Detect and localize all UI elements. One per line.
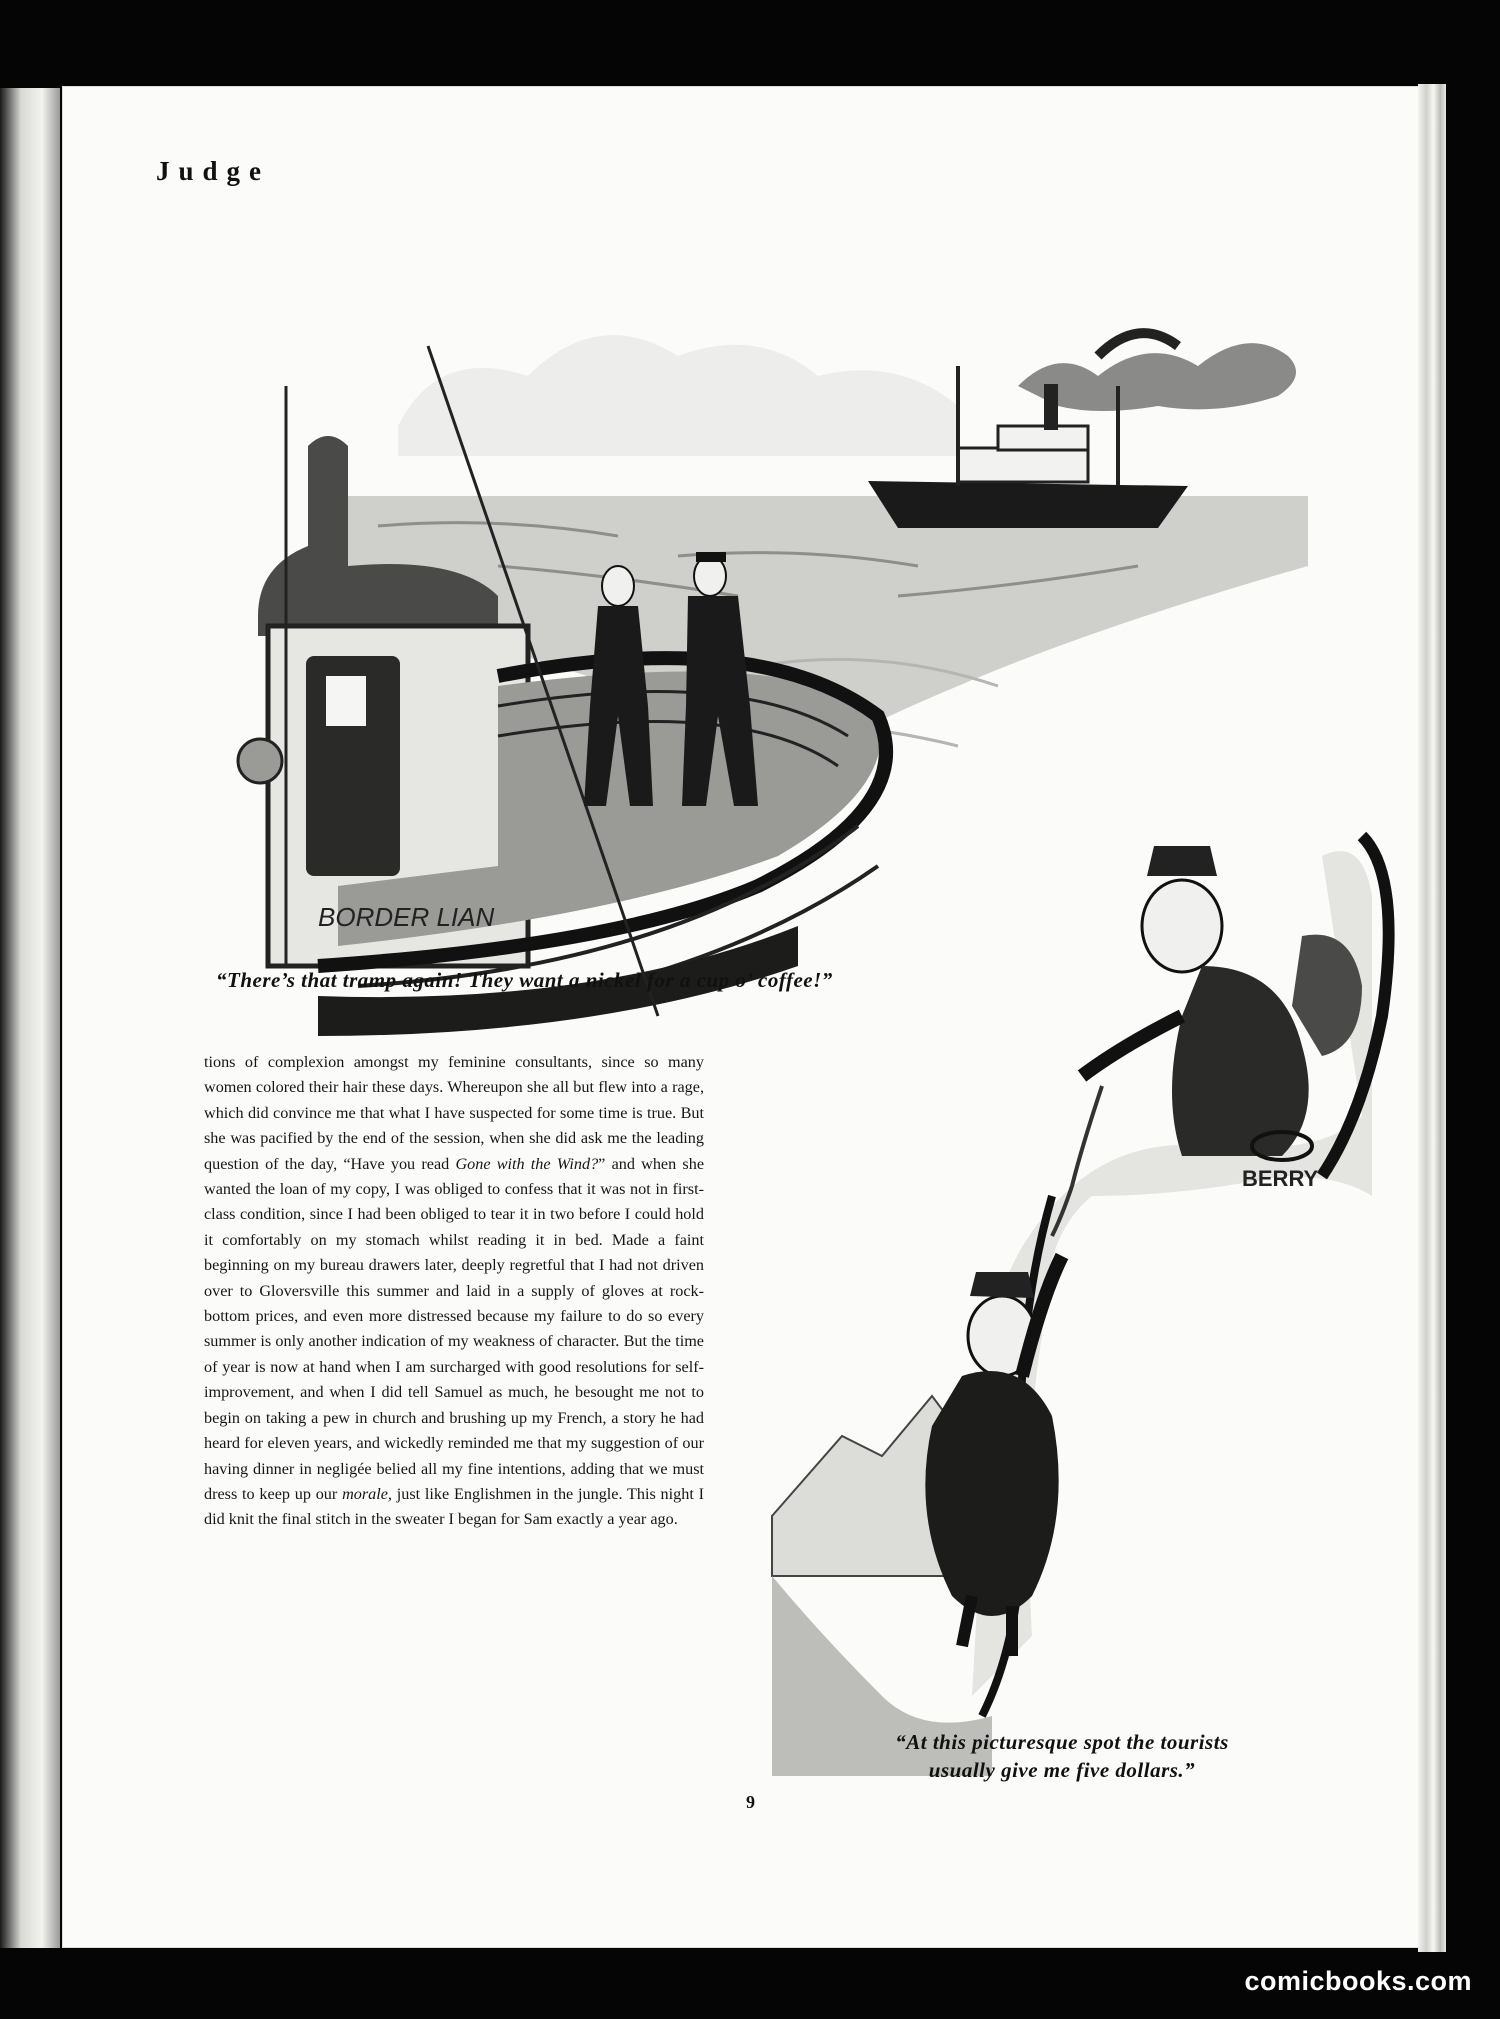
climber-caption-line-2: usually give me five dollars.” bbox=[928, 1758, 1196, 1782]
climber-cartoon bbox=[762, 816, 1402, 1816]
article-text-part-2: ” and when she wanted the loan of my copy, I was obliged to confess that it was not in first-class condition, since I had been obliged to tear it in two before I could hold it comfortably on my stomach whilst reading it in bed. Made a faint beginning on my bureau drawers later, deeply regretful that I had not driven over to Gloversville this summer and laid in a supply of gloves at rock-bottom prices, and even more distressed because my failure to do so every summer is only another indication of my weakness of character. But the time of year is now at hand when I am surcharged with good resolutions for self-improvement, and when I did tell Samuel as much, he besought me not to begin on taking a pew in church and brushing up my French, a story he had heard for eleven years, and wickedly reminded me that my suggestion of our having dinner in negligée belied all my fine intentions, adding that we must dress to keep up our bbox=[204, 1154, 705, 1503]
article-text-part-3: just like Englishmen in the jungle. This night I did knit the final stitch in the sweater I began for Sam exactly a year ago. bbox=[204, 1484, 704, 1529]
article-text-part-1: tions of complexion amongst my feminine consultants, since so many women colored their hair these days. Whereupon she all but flew into a rage, which did convince me that what I have suspected for some time is true. But she was pacified by the end of the session, when she did ask me the leading question of the day, “Have you read bbox=[204, 1053, 704, 1173]
page-stack-edge bbox=[1418, 84, 1446, 1952]
ship-signature: BORDER LIAN bbox=[318, 902, 495, 932]
article-text bbox=[204, 1050, 704, 1533]
article-italic-word: morale, bbox=[342, 1484, 392, 1503]
facing-page-edge bbox=[0, 88, 60, 1948]
magazine-page bbox=[62, 86, 1422, 1948]
page-number: 9 bbox=[746, 1792, 755, 1812]
climber-caption-line-1: “At this picturesque spot the tourists bbox=[895, 1730, 1229, 1754]
ship-caption: “There’s that tramp again! They want a nickel for a cup o’ coffee!” bbox=[216, 968, 833, 992]
article-book-title: Gone with the Wind? bbox=[455, 1154, 599, 1173]
watermark: comicbooks.com bbox=[1244, 1966, 1472, 1996]
magazine-title: Judge bbox=[156, 156, 271, 186]
climber-caption bbox=[822, 1728, 1302, 1784]
climber-signature: BERRY bbox=[1242, 1166, 1319, 1191]
